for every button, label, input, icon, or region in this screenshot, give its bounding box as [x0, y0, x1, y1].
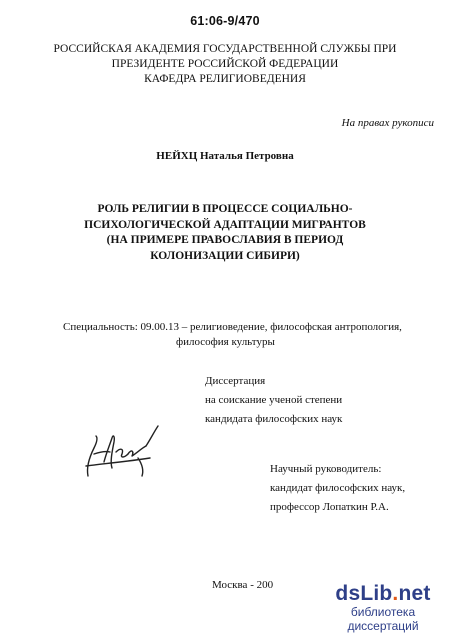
- watermark: [322, 582, 444, 633]
- degree-line: на соискание ученой степени: [205, 394, 343, 406]
- specialty: [63, 320, 433, 350]
- title-line: (НА ПРИМЕРЕ ПРАВОСЛАВИЯ В ПЕРИОД: [106, 234, 344, 246]
- degree-line: Диссертация: [205, 375, 266, 387]
- organization-line: ПРЕЗИДЕНТЕ РОССИЙСКОЙ ФЕДЕРАЦИИ: [111, 58, 339, 70]
- supervisor-block: [270, 462, 405, 515]
- city-year: Москва - 200: [212, 579, 274, 591]
- title-line: КОЛОНИЗАЦИИ СИБИРИ): [150, 249, 300, 262]
- document-code: 61:06-9/470: [190, 14, 260, 28]
- specialty-line: Специальность: 09.00.13 – религиоведение, философская антропология,: [63, 321, 402, 333]
- manuscript-rights-note: На правах рукописи: [341, 117, 434, 129]
- title-line: ПСИХОЛОГИЧЕСКОЙ АДАПТАЦИИ МИГРАНТОВ: [84, 218, 366, 231]
- organization-line: РОССИЙСКАЯ АКАДЕМИЯ ГОСУДАРСТВЕННОЙ СЛУЖБЫ ПРИ: [53, 43, 397, 55]
- supervisor-line: профессор Лопаткин Р.А.: [270, 501, 389, 513]
- title-line: РОЛЬ РЕЛИГИИ В ПРОЦЕССЕ СОЦИАЛЬНО-: [97, 203, 353, 215]
- dissertation-title: [0, 202, 450, 264]
- degree-line: кандидата философских наук: [205, 413, 343, 425]
- specialty-line: философия культуры: [176, 336, 275, 348]
- department-line: КАФЕДРА РЕЛИГИОВЕДЕНИЯ: [144, 73, 306, 85]
- author-name: НЕЙХЦ Наталья Петровна: [156, 150, 294, 162]
- supervisor-line: Научный руководитель:: [270, 463, 382, 475]
- organization-name: [0, 42, 450, 87]
- watermark-caption: библиотека диссертаций: [347, 605, 419, 633]
- handwritten-signature-icon: [80, 418, 166, 482]
- watermark-logo: dsLib.net: [335, 582, 431, 605]
- degree-block: [205, 374, 342, 427]
- supervisor-line: кандидат философских наук,: [270, 482, 406, 494]
- signature: [80, 418, 166, 487]
